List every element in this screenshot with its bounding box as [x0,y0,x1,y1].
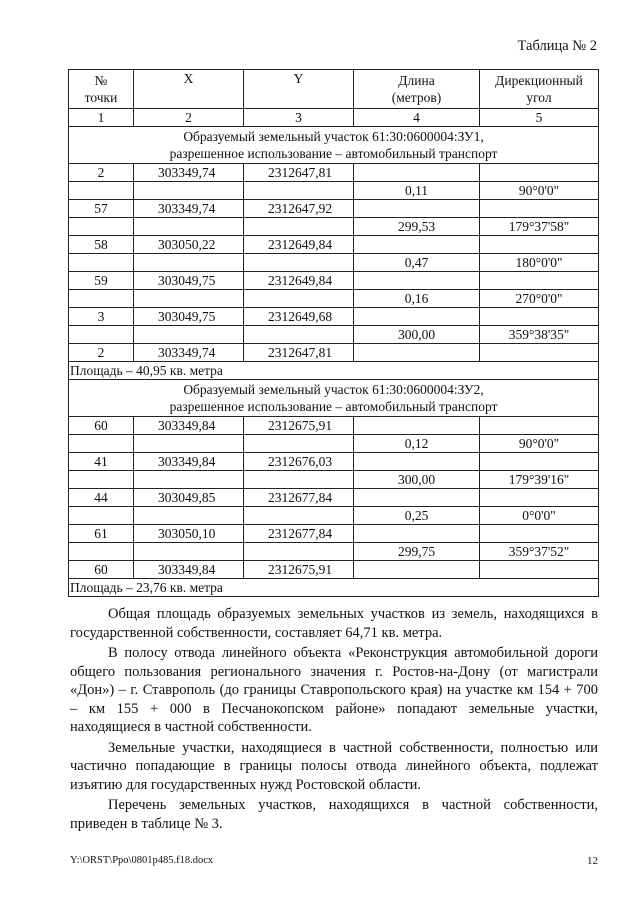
empty-cell [244,290,354,308]
header-y: Y [244,70,354,109]
empty-cell [480,236,599,254]
segment-length: 0,47 [354,254,480,272]
empty-cell [354,200,480,218]
segment-row [69,254,599,272]
empty-cell [134,326,244,344]
empty-cell [354,453,480,471]
empty-cell [354,164,480,182]
coord-x: 303349,84 [134,453,244,471]
area-row [69,362,599,380]
coord-y: 2312649,68 [244,308,354,326]
point-number: 60 [69,417,134,435]
segment-length: 299,75 [354,543,480,561]
segment-length: 0,16 [354,290,480,308]
segment-row [69,507,599,525]
empty-cell [480,525,599,543]
point-number: 41 [69,453,134,471]
coord-y: 2312675,91 [244,417,354,435]
section-title-row [69,127,599,164]
point-number: 3 [69,308,134,326]
point-row [69,417,599,435]
point-row [69,272,599,290]
empty-cell [354,525,480,543]
coord-y: 2312676,03 [244,453,354,471]
segment-angle: 179°39'16" [480,471,599,489]
coord-x: 303349,74 [134,344,244,362]
point-row [69,164,599,182]
coord-x: 303049,75 [134,308,244,326]
col-index: 2 [134,109,244,127]
area-text: Площадь – 40,95 кв. метра [69,362,599,380]
coord-y: 2312647,92 [244,200,354,218]
segment-row [69,182,599,200]
coord-x: 303349,84 [134,417,244,435]
empty-cell [480,272,599,290]
empty-cell [354,489,480,507]
empty-cell [244,218,354,236]
segment-angle: 179°37'58" [480,218,599,236]
header-point: № точки [69,70,134,109]
empty-cell [480,453,599,471]
empty-cell [354,417,480,435]
empty-cell [69,290,134,308]
empty-cell [244,471,354,489]
empty-cell [480,417,599,435]
empty-cell [354,344,480,362]
empty-cell [69,471,134,489]
point-row [69,344,599,362]
section-title: Образуемый земельный участок 61:30:0600004:ЗУ2, разрешенное использование – автомобильный транспорт [69,380,599,417]
point-number: 44 [69,489,134,507]
header-length: Длина (метров) [354,70,480,109]
point-row [69,489,599,507]
empty-cell [354,561,480,579]
empty-cell [69,543,134,561]
page-number: 12 [587,855,598,867]
coord-x: 303050,22 [134,236,244,254]
segment-length: 299,53 [354,218,480,236]
empty-cell [69,218,134,236]
segment-row [69,218,599,236]
point-row [69,453,599,471]
empty-cell [354,236,480,254]
point-number: 60 [69,561,134,579]
coord-x: 303349,74 [134,200,244,218]
empty-cell [244,507,354,525]
area-text: Площадь – 23,76 кв. метра [69,579,599,597]
point-row [69,561,599,579]
empty-cell [480,489,599,507]
paragraph: В полосу отвода линейного объекта «Реконструкция автомобильной дороги общего пользования регионального значения г. Ростов-на-Дону (от магистрали «Дон») – г. Ставрополь (до границы Ставропольского края) на участке км 154 + 700 – км 155 + 000 в Песчанокопском районе» попадают земельные участки, находящиеся в частной собственности. [70,645,598,735]
empty-cell [480,344,599,362]
empty-cell [134,218,244,236]
coordinates-table [68,69,599,597]
empty-cell [134,254,244,272]
empty-cell [244,435,354,453]
empty-cell [134,182,244,200]
segment-angle: 359°37'52" [480,543,599,561]
coord-x: 303349,74 [134,164,244,182]
coord-x: 303049,85 [134,489,244,507]
point-number: 2 [69,164,134,182]
col-index: 1 [69,109,134,127]
segment-row [69,435,599,453]
segment-row [69,543,599,561]
segment-length: 0,11 [354,182,480,200]
empty-cell [480,164,599,182]
point-number: 2 [69,344,134,362]
segment-angle: 359°38'35" [480,326,599,344]
section-title-row [69,380,599,417]
point-number: 57 [69,200,134,218]
point-row [69,236,599,254]
segment-angle: 270°0'0" [480,290,599,308]
paragraph: Общая площадь образуемых земельных участков из земель, находящихся в государственной собственности, составляет 64,71 кв. метра. [70,606,598,641]
col-index: 3 [244,109,354,127]
segment-length: 300,00 [354,326,480,344]
coord-y: 2312647,81 [244,164,354,182]
coord-x: 303049,75 [134,272,244,290]
coord-y: 2312677,84 [244,489,354,507]
coord-y: 2312675,91 [244,561,354,579]
column-index-row [69,109,599,127]
empty-cell [354,272,480,290]
empty-cell [69,182,134,200]
coord-y: 2312649,84 [244,236,354,254]
header-angle: Дирекционный угол [480,70,599,109]
empty-cell [134,507,244,525]
point-row [69,525,599,543]
empty-cell [134,435,244,453]
empty-cell [480,308,599,326]
empty-cell [134,471,244,489]
coord-x: 303050,10 [134,525,244,543]
footer-file-path: Y:\ORST\Ppo\0801p485.f18.docx [70,855,214,866]
empty-cell [69,326,134,344]
header-x: X [134,70,244,109]
empty-cell [244,254,354,272]
segment-length: 300,00 [354,471,480,489]
point-number: 59 [69,272,134,290]
empty-cell [244,182,354,200]
empty-cell [244,326,354,344]
segment-angle: 180°0'0" [480,254,599,272]
segment-row [69,326,599,344]
empty-cell [69,435,134,453]
empty-cell [480,561,599,579]
table-caption: Таблица № 2 [517,38,597,54]
empty-cell [69,254,134,272]
col-index: 5 [480,109,599,127]
segment-angle: 90°0'0" [480,182,599,200]
empty-cell [480,200,599,218]
coord-x: 303349,84 [134,561,244,579]
point-row [69,200,599,218]
empty-cell [134,290,244,308]
point-number: 61 [69,525,134,543]
paragraph: Перечень земельных участков, находящихся в частной собственности, приведен в таблице № 3. [70,797,598,832]
segment-angle: 90°0'0" [480,435,599,453]
point-row [69,308,599,326]
empty-cell [244,543,354,561]
area-row [69,579,599,597]
col-index: 4 [354,109,480,127]
paragraph: Земельные участки, находящиеся в частной собственности, полностью или частично попадающие в границы полосы отвода линейного объекта, подлежат изъятию для государственных нужд Ростовской области. [70,739,598,793]
body-text [70,605,598,833]
segment-row [69,290,599,308]
segment-length: 0,12 [354,435,480,453]
point-number: 58 [69,236,134,254]
coord-y: 2312677,84 [244,525,354,543]
coord-y: 2312649,84 [244,272,354,290]
empty-cell [354,308,480,326]
header-row [69,70,599,109]
segment-length: 0,25 [354,507,480,525]
coord-y: 2312647,81 [244,344,354,362]
section-title: Образуемый земельный участок 61:30:0600004:ЗУ1, разрешенное использование – автомобильный транспорт [69,127,599,164]
empty-cell [69,507,134,525]
empty-cell [134,543,244,561]
segment-angle: 0°0'0" [480,507,599,525]
segment-row [69,471,599,489]
